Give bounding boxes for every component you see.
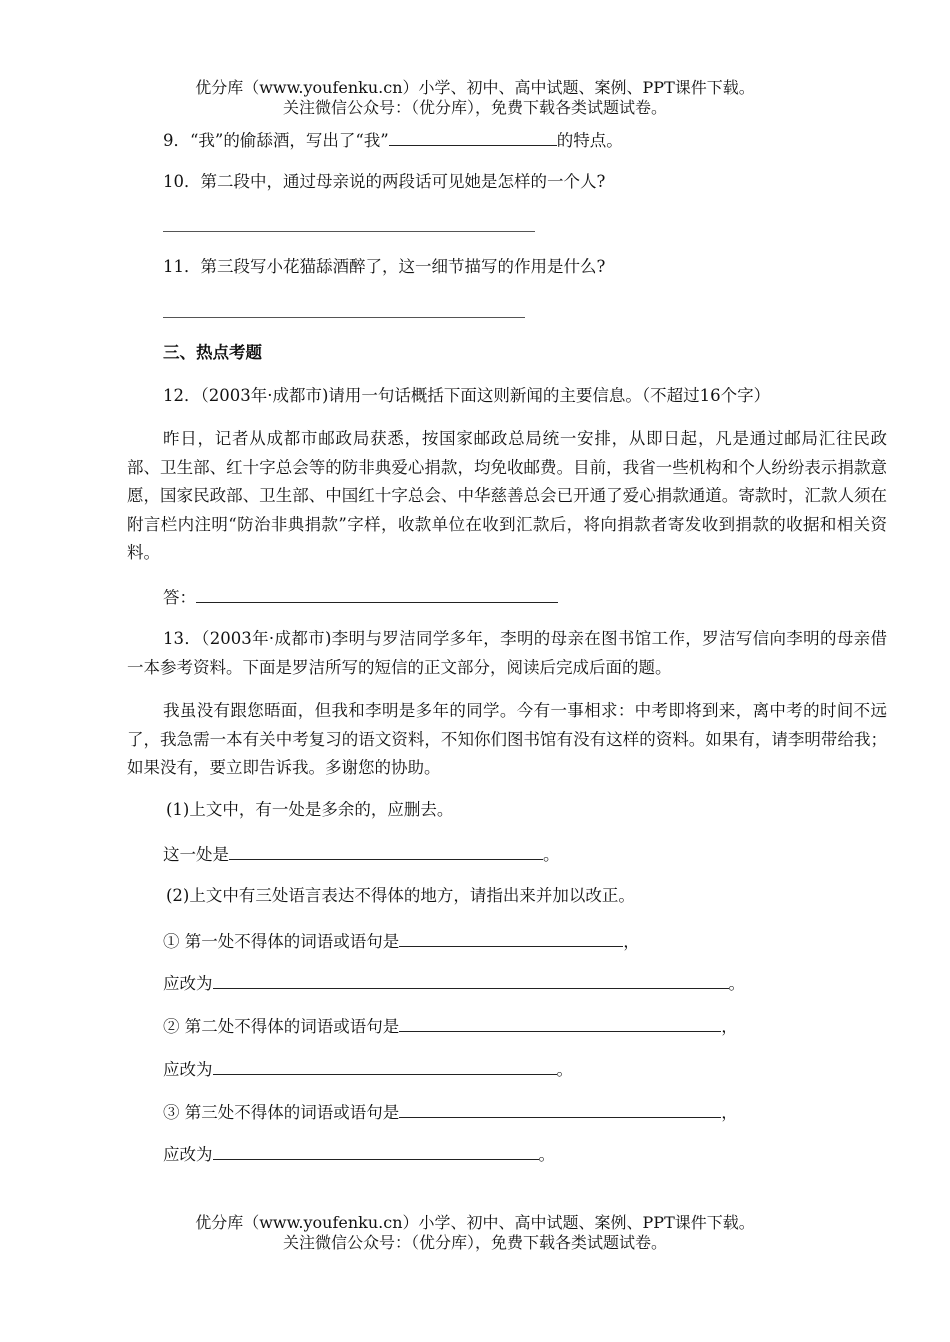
fix-3-label: 应改为 [163, 1145, 213, 1164]
fix-1 [163, 971, 745, 995]
answer-line-10[interactable] [163, 231, 535, 232]
question-13-part-2: (2)上文中有三处语言表达不得体的地方，请指出来并加以改正。 [166, 886, 635, 905]
item-3-comma: ， [721, 1103, 738, 1122]
part-1-blank[interactable] [229, 842, 543, 860]
question-12-answer [163, 585, 558, 609]
item-3 [163, 1100, 738, 1124]
question-9 [163, 128, 623, 152]
answer-blank-12[interactable] [196, 585, 558, 603]
item-1-comma: ， [623, 932, 640, 951]
question-9-suffix: 的特点。 [556, 131, 623, 150]
letter-passage: 我虽没有跟您晤面，但我和李明是多年的同学。今有一事相求：中考即将到来，离中考的时间不远了，我急需一本有关中考复习的语文资料，不知你们图书馆有没有这样的资料。如果有，请李明带给我；如果没有，要立即告诉我。多谢您的协助。 [127, 701, 887, 777]
fix-1-blank[interactable] [213, 971, 729, 989]
answer-line-11[interactable] [163, 317, 525, 318]
part-1-answer-label: 这一处是 [163, 845, 229, 864]
fix-2-blank[interactable] [213, 1057, 557, 1075]
page-header-line2: 关注微信公众号：（优分库），免费下载各类试题试卷。 [282, 98, 667, 117]
item-3-label: ③ 第三处不得体的词语或语句是 [163, 1103, 400, 1122]
fix-1-label: 应改为 [163, 974, 213, 993]
fix-2-label: 应改为 [163, 1060, 213, 1079]
page-footer-line1: 优分库（www.youfenku.cn）小学、初中、高中试题、案例、PPT课件下载。 [195, 1213, 755, 1232]
page-header-line1: 优分库（www.youfenku.cn）小学、初中、高中试题、案例、PPT课件下载。 [195, 78, 755, 97]
fix-1-period: 。 [728, 974, 745, 993]
question-10: 10．第二段中，通过母亲说的两段话可见她是怎样的一个人? [163, 172, 606, 191]
fix-2 [163, 1057, 573, 1081]
question-12: 12．（2003年·成都市)请用一句话概括下面这则新闻的主要信息。（不超过16个字） [163, 386, 771, 405]
item-1-label: ① 第一处不得体的词语或语句是 [163, 932, 400, 951]
question-9-blank[interactable] [389, 128, 557, 146]
section-title: 三、热点考题 [163, 343, 262, 362]
question-13-intro: 13．（2003年·成都市)李明与罗洁同学多年，李明的母亲在图书馆工作，罗洁写信向李明的母亲借一本参考资料。下面是罗洁所写的短信的正文部分，阅读后完成后面的题。 [127, 629, 887, 677]
question-11: 11．第三段写小花猫舔酒醉了，这一细节描写的作用是什么? [163, 257, 606, 276]
item-2 [163, 1014, 738, 1038]
fix-2-period: 。 [556, 1060, 573, 1079]
part-1-period: 。 [543, 845, 560, 864]
item-2-label: ② 第二处不得体的词语或语句是 [163, 1017, 400, 1036]
question-9-text: 9．“我”的偷舔酒，写出了“我” [163, 131, 389, 150]
item-2-comma: ， [721, 1017, 738, 1036]
item-2-blank[interactable] [399, 1014, 721, 1032]
fix-3-blank[interactable] [213, 1142, 539, 1160]
part-1-answer [163, 842, 560, 866]
question-13-part-1: (1)上文中，有一处是多余的，应删去。 [166, 800, 454, 819]
page-footer-line2: 关注微信公众号：（优分库），免费下载各类试题试卷。 [282, 1233, 667, 1252]
item-1-blank[interactable] [399, 929, 623, 947]
item-1 [163, 929, 640, 953]
news-passage: 昨日，记者从成都市邮政局获悉，按国家邮政总局统一安排，从即日起，凡是通过邮局汇往民政部、卫生部、红十字总会等的防非典爱心捐款，均免收邮费。目前，我省一些机构和个人纷纷表示捐款意愿，国家民政部、卫生部、中国红十字总会、中华慈善总会已开通了爱心捐款通道。寄款时，汇款人须在附言栏内注明“防治非典捐款”字样，收款单位在收到汇款后，将向捐款者寄发收到捐款的收据和相关资料。 [127, 429, 887, 562]
fix-3-period: 。 [538, 1145, 555, 1164]
item-3-blank[interactable] [399, 1100, 721, 1118]
fix-3 [163, 1142, 555, 1166]
answer-label: 答： [163, 588, 196, 607]
